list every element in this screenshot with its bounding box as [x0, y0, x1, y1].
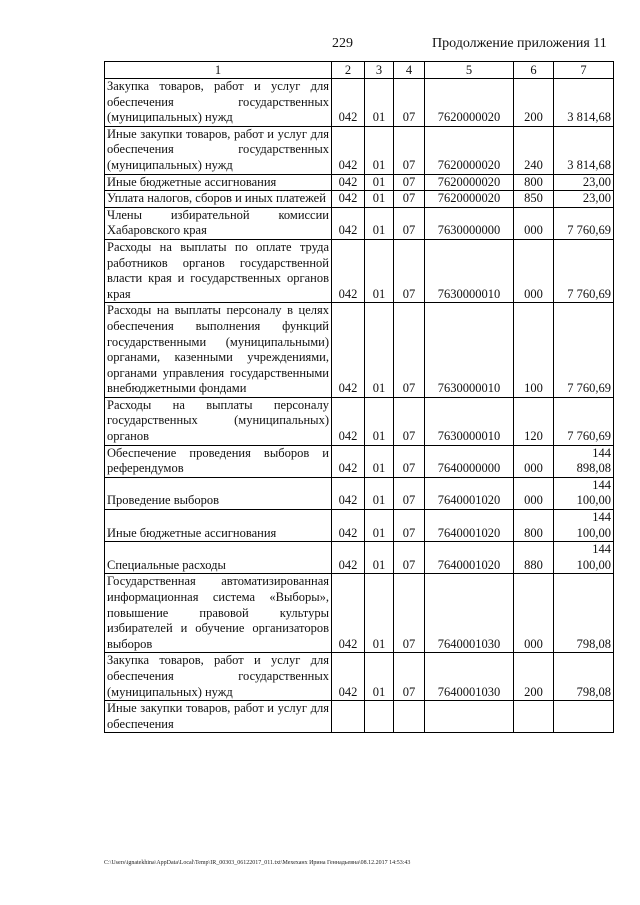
column-header: 6 — [514, 62, 554, 79]
row-code-cell: 042 — [332, 191, 365, 208]
row-target-cell: 7640001030 — [425, 574, 514, 653]
row-name-cell: Расходы на выплаты по оплате труда работников органов государственной власти края и государственных органов края — [105, 239, 332, 302]
row-target-cell: 7620000020 — [425, 174, 514, 191]
row-amount-cell: 7 760,69 — [554, 397, 614, 445]
row-target-cell: 7640001020 — [425, 510, 514, 542]
column-header: 1 — [105, 62, 332, 79]
table-row — [105, 207, 614, 239]
row-section-cell — [365, 701, 394, 733]
row-name-cell: Члены избирательной комиссии Хабаровского края — [105, 207, 332, 239]
row-amount-cell: 144 100,00 — [554, 542, 614, 574]
budget-table — [104, 61, 614, 733]
column-header: 4 — [394, 62, 425, 79]
row-subsection-cell: 07 — [394, 191, 425, 208]
row-name-cell: Специальные расходы — [105, 542, 332, 574]
row-code-cell: 042 — [332, 126, 365, 174]
row-amount-cell: 7 760,69 — [554, 239, 614, 302]
row-subsection-cell: 07 — [394, 239, 425, 302]
row-code-cell: 042 — [332, 445, 365, 477]
row-code-cell: 042 — [332, 653, 365, 701]
table-row — [105, 445, 614, 477]
row-amount-cell: 7 760,69 — [554, 207, 614, 239]
row-subsection-cell: 07 — [394, 653, 425, 701]
row-section-cell: 01 — [365, 574, 394, 653]
row-expense-type-cell: 240 — [514, 126, 554, 174]
row-section-cell: 01 — [365, 445, 394, 477]
table-row — [105, 477, 614, 509]
row-target-cell — [425, 701, 514, 733]
row-subsection-cell: 07 — [394, 477, 425, 509]
row-code-cell: 042 — [332, 477, 365, 509]
row-amount-cell: 3 814,68 — [554, 126, 614, 174]
footer-file-path: C:\Users\ignatekhina\AppData\Local\Temp\IR_00303_06122017_011.txt\Мехеханх Ирина Геннадьевна\08.12.2017 14:53:43 — [104, 860, 411, 866]
row-target-cell: 7630000010 — [425, 239, 514, 302]
table-row — [105, 701, 614, 733]
row-code-cell: 042 — [332, 174, 365, 191]
table-row — [105, 397, 614, 445]
row-name-cell: Государственная автоматизированная информационная система «Выборы», повышение правовой культуры избирателей и обучение организаторов выборов — [105, 574, 332, 653]
row-name-cell: Иные закупки товаров, работ и услуг для обеспечения государственных (муниципальных) нужд — [105, 126, 332, 174]
row-target-cell: 7640001020 — [425, 542, 514, 574]
row-amount-cell: 23,00 — [554, 174, 614, 191]
row-name-cell: Иные бюджетные ассигнования — [105, 510, 332, 542]
row-expense-type-cell: 200 — [514, 79, 554, 127]
table-row — [105, 174, 614, 191]
row-subsection-cell: 07 — [394, 79, 425, 127]
row-subsection-cell: 07 — [394, 126, 425, 174]
row-subsection-cell — [394, 701, 425, 733]
row-expense-type-cell: 200 — [514, 653, 554, 701]
table-row — [105, 303, 614, 398]
row-amount-cell: 144 100,00 — [554, 510, 614, 542]
row-section-cell: 01 — [365, 79, 394, 127]
row-section-cell: 01 — [365, 207, 394, 239]
row-section-cell: 01 — [365, 542, 394, 574]
row-name-cell: Иные закупки товаров, работ и услуг для обеспечения — [105, 701, 332, 733]
row-expense-type-cell: 880 — [514, 542, 554, 574]
row-subsection-cell: 07 — [394, 510, 425, 542]
row-code-cell: 042 — [332, 510, 365, 542]
row-name-cell: Расходы на выплаты персоналу в целях обеспечения выполнения функций государственными (муниципальными) органами, казенными учреждениями, органами управления государственными внебюджетными фондами — [105, 303, 332, 398]
column-header: 7 — [554, 62, 614, 79]
row-code-cell — [332, 701, 365, 733]
row-name-cell: Закупка товаров, работ и услуг для обеспечения государственных (муниципальных) нужд — [105, 653, 332, 701]
row-expense-type-cell: 000 — [514, 477, 554, 509]
row-target-cell: 7630000010 — [425, 397, 514, 445]
row-subsection-cell: 07 — [394, 397, 425, 445]
row-target-cell: 7640000000 — [425, 445, 514, 477]
row-expense-type-cell: 000 — [514, 445, 554, 477]
table-row — [105, 510, 614, 542]
row-subsection-cell: 07 — [394, 445, 425, 477]
row-target-cell: 7630000010 — [425, 303, 514, 398]
row-expense-type-cell: 800 — [514, 510, 554, 542]
row-name-cell: Иные бюджетные ассигнования — [105, 174, 332, 191]
row-section-cell: 01 — [365, 397, 394, 445]
row-amount-cell: 23,00 — [554, 191, 614, 208]
row-code-cell: 042 — [332, 397, 365, 445]
row-subsection-cell: 07 — [394, 542, 425, 574]
row-target-cell: 7620000020 — [425, 79, 514, 127]
row-code-cell: 042 — [332, 239, 365, 302]
row-amount-cell: 798,08 — [554, 574, 614, 653]
row-expense-type-cell: 850 — [514, 191, 554, 208]
row-name-cell: Проведение выборов — [105, 477, 332, 509]
row-expense-type-cell: 100 — [514, 303, 554, 398]
table-row — [105, 126, 614, 174]
row-subsection-cell: 07 — [394, 303, 425, 398]
table-header-row — [105, 62, 614, 79]
row-expense-type-cell — [514, 701, 554, 733]
appendix-continuation-note: Продолжение приложения 11 — [432, 36, 607, 51]
row-section-cell: 01 — [365, 174, 394, 191]
column-header: 5 — [425, 62, 514, 79]
row-subsection-cell: 07 — [394, 207, 425, 239]
table-row — [105, 574, 614, 653]
row-section-cell: 01 — [365, 653, 394, 701]
page-number: 229 — [332, 36, 353, 51]
row-section-cell: 01 — [365, 510, 394, 542]
row-target-cell: 7640001020 — [425, 477, 514, 509]
row-amount-cell: 7 760,69 — [554, 303, 614, 398]
row-section-cell: 01 — [365, 191, 394, 208]
row-amount-cell — [554, 701, 614, 733]
row-code-cell: 042 — [332, 542, 365, 574]
row-name-cell: Закупка товаров, работ и услуг для обеспечения государственных (муниципальных) нужд — [105, 79, 332, 127]
row-target-cell: 7640001030 — [425, 653, 514, 701]
table-row — [105, 653, 614, 701]
row-section-cell: 01 — [365, 477, 394, 509]
row-expense-type-cell: 120 — [514, 397, 554, 445]
row-expense-type-cell: 800 — [514, 174, 554, 191]
row-target-cell: 7620000020 — [425, 126, 514, 174]
row-amount-cell: 3 814,68 — [554, 79, 614, 127]
table-row — [105, 542, 614, 574]
row-subsection-cell: 07 — [394, 174, 425, 191]
row-code-cell: 042 — [332, 79, 365, 127]
row-expense-type-cell: 000 — [514, 207, 554, 239]
row-expense-type-cell: 000 — [514, 574, 554, 653]
row-code-cell: 042 — [332, 303, 365, 398]
table-row — [105, 191, 614, 208]
row-name-cell: Обеспечение проведения выборов и референдумов — [105, 445, 332, 477]
row-amount-cell: 144 100,00 — [554, 477, 614, 509]
row-amount-cell: 798,08 — [554, 653, 614, 701]
row-subsection-cell: 07 — [394, 574, 425, 653]
column-header: 2 — [332, 62, 365, 79]
table-row — [105, 79, 614, 127]
row-section-cell: 01 — [365, 239, 394, 302]
row-name-cell: Расходы на выплаты персоналу государственных (муниципальных) органов — [105, 397, 332, 445]
column-header: 3 — [365, 62, 394, 79]
row-amount-cell: 144 898,08 — [554, 445, 614, 477]
row-expense-type-cell: 000 — [514, 239, 554, 302]
row-name-cell: Уплата налогов, сборов и иных платежей — [105, 191, 332, 208]
row-target-cell: 7630000000 — [425, 207, 514, 239]
row-section-cell: 01 — [365, 303, 394, 398]
row-target-cell: 7620000020 — [425, 191, 514, 208]
row-section-cell: 01 — [365, 126, 394, 174]
row-code-cell: 042 — [332, 207, 365, 239]
table-row — [105, 239, 614, 302]
row-code-cell: 042 — [332, 574, 365, 653]
